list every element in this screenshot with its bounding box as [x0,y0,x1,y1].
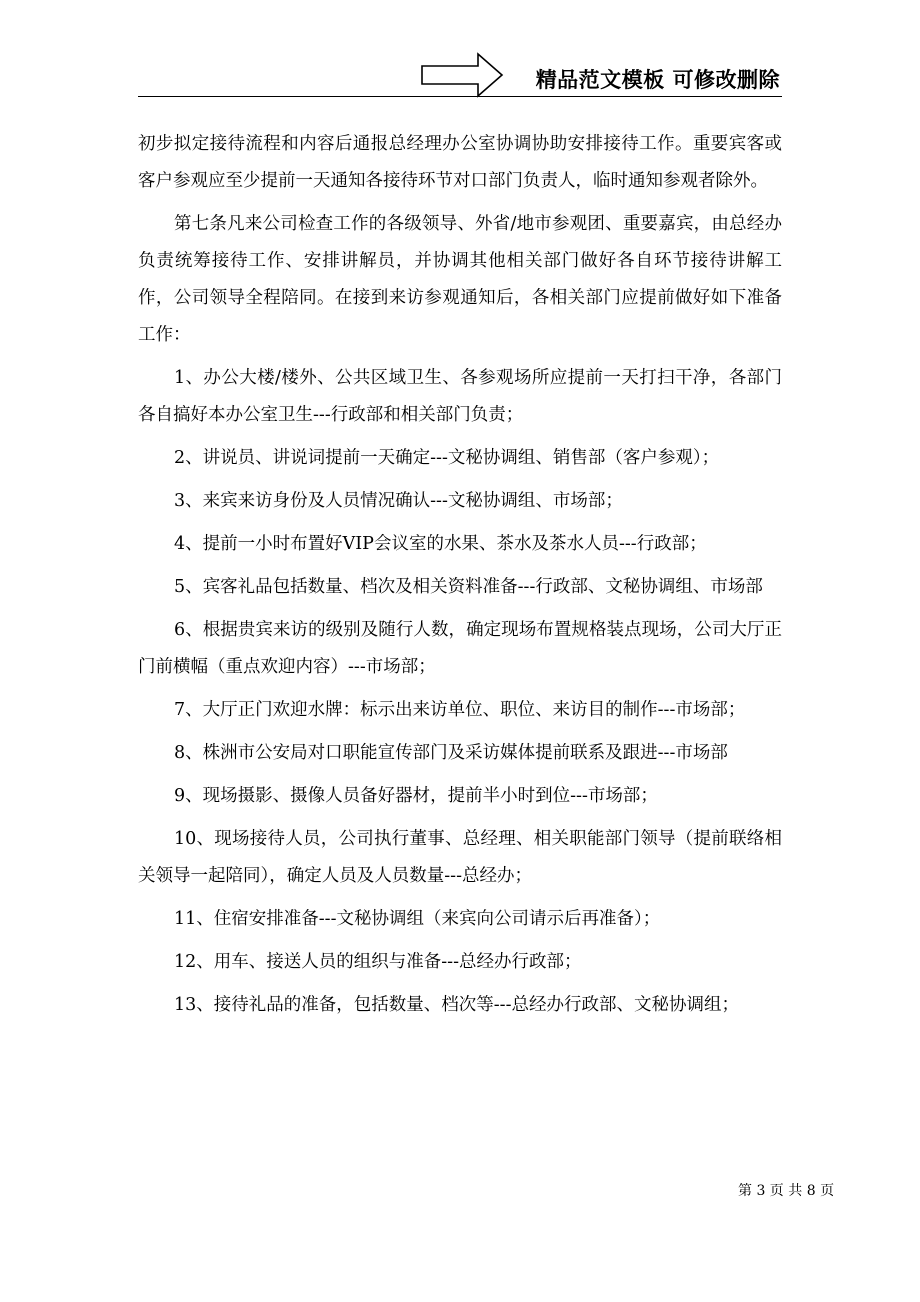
list-item-4: 4、提前一小时布置好VIP会议室的水果、茶水及茶水人员---行政部； [174,534,707,554]
list-item-11: 11、住宿安排准备---文秘协调组（来宾向公司请示后再准备）； [174,909,661,929]
list-item-6: 6、根据贵宾来访的级别及随行人数，确定现场布置规格装点现场，公司大厅正门前横幅（重点欢迎内容）---市场部； [138,620,782,677]
right-arrow-icon [420,52,504,98]
list-item-1: 1、办公大楼/楼外、公共区域卫生、各参观场所应提前一天打扫干净，各部门各自搞好本办公室卫生---行政部和相关部门负责； [138,368,782,425]
list-item-10: 10、现场接待人员，公司执行董事、总经理、相关职能部门领导（提前联络相关领导一起陪同），确定人员及人员数量---总经办； [138,829,782,886]
page-number: 第 3 页 共 8 页 [738,1183,835,1199]
list-item-12: 12、用车、接送人员的组织与准备---总经办行政部； [174,952,582,972]
header-divider [138,96,782,97]
list-item-3: 3、来宾来访身份及人员情况确认---文秘协调组、市场部； [174,491,623,511]
header-title: 精品范文模板 可修改删除 [535,68,780,92]
document-body [138,126,782,1030]
page-header [138,48,782,98]
list-item-9: 9、现场摄影、摄像人员备好器材，提前半小时到位---市场部； [174,786,658,806]
paragraph-article-7: 第七条凡来公司检查工作的各级领导、外省/地市参观团、重要嘉宾，由总经办负责统筹接待工作、安排讲解员，并协调其他相关部门做好各自环节接待讲解工作，公司领导全程陪同。在接到来访参观通知后，各相关部门应提前做好如下准备工作： [138,214,782,345]
list-item-7: 7、大厅正门欢迎水牌：标示出来访单位、职位、来访目的制作---市场部； [174,700,746,720]
list-item-8: 8、株洲市公安局对口职能宣传部门及采访媒体提前联系及跟进---市场部 [174,743,728,763]
paragraph-continuation: 初步拟定接待流程和内容后通报总经理办公室协调协助安排接待工作。重要宾客或客户参观应至少提前一天通知各接待环节对口部门负责人，临时通知参观者除外。 [138,134,782,191]
list-item-2: 2、讲说员、讲说词提前一天确定---文秘协调组、销售部（客户参观）； [174,448,720,468]
list-item-13: 13、接待礼品的准备，包括数量、档次等---总经办行政部、文秘协调组； [174,995,740,1015]
list-item-5: 5、宾客礼品包括数量、档次及相关资料准备---行政部、文秘协调组、市场部 [174,577,763,597]
